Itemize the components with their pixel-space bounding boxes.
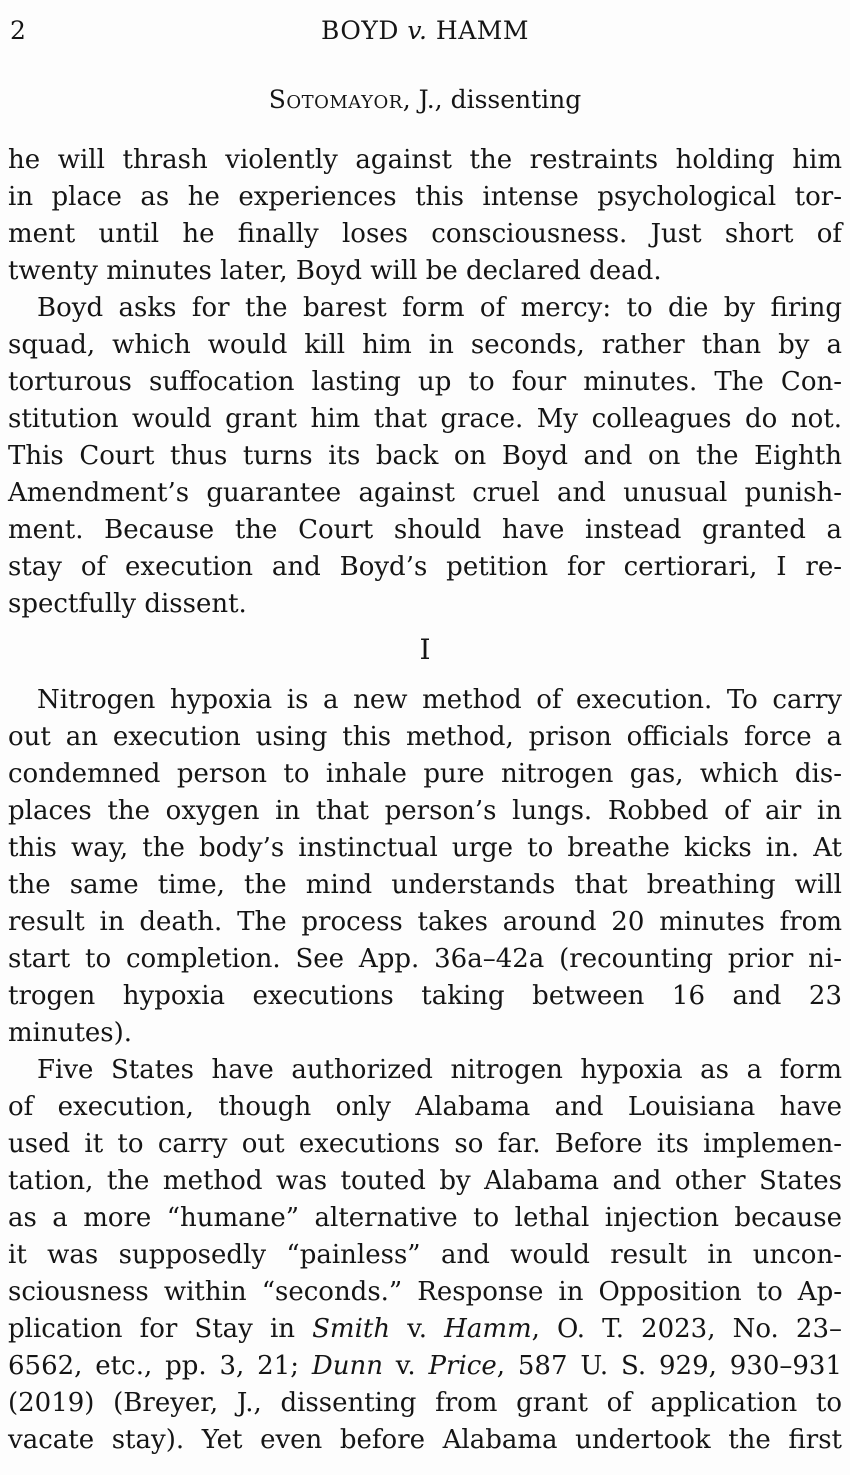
text-segment: torturous suffocation lasting up to four minutes. The Con- [8, 367, 842, 397]
body-line [8, 719, 842, 756]
body-line [8, 682, 842, 719]
text-segment: BOYD [321, 16, 408, 45]
running-head [8, 14, 842, 48]
text-segment: Five States have authorized nitrogen hypoxia as a form [37, 1055, 842, 1085]
text-segment: , J., dissenting [402, 85, 582, 114]
italic-segment: Dunn [311, 1351, 383, 1381]
body-line [8, 830, 842, 867]
text-segment: start to completion. See App. 36a–42a (recounting prior ni- [8, 944, 842, 974]
text-segment: 6562, etc., pp. 3, 21; [8, 1351, 312, 1381]
text-segment: result in death. The process takes around 20 minutes from [8, 907, 842, 937]
opinion-body [8, 142, 842, 1459]
text-segment: stitution would grant him that grace. My colleagues do not. [8, 404, 842, 434]
text-segment: minutes). [8, 1018, 133, 1048]
text-segment: ment. Because the Court should have instead granted a [8, 515, 842, 545]
paragraph [8, 290, 842, 623]
text-segment: out an execution using this method, prison officials force a [8, 722, 842, 752]
text-segment: in place as he experiences this intense psychological tor- [8, 182, 842, 212]
text-segment: of execution, though only Alabama and Louisiana have [8, 1092, 842, 1122]
body-line [8, 290, 842, 327]
body-line [8, 253, 842, 290]
text-segment: v. [390, 1314, 445, 1344]
text-segment: , 587 U. S. 929, 930–931 [496, 1351, 842, 1381]
body-line [8, 1237, 842, 1274]
body-line [8, 793, 842, 830]
body-line [8, 1422, 842, 1459]
body-line [8, 1274, 842, 1311]
text-segment: places the oxygen in that person’s lungs. Robbed of air in [8, 796, 842, 826]
text-segment: plication for Stay in [8, 1314, 313, 1344]
text-segment: Boyd asks for the barest form of mercy: to die by firing [37, 293, 842, 323]
body-line [8, 1052, 842, 1089]
text-segment: condemned person to inhale pure nitrogen gas, which dis- [8, 759, 842, 789]
text-segment: ment until he finally loses consciousness. Just short of [8, 219, 842, 249]
running-head-row [8, 14, 842, 48]
text-segment: Amendment’s guarantee against cruel and unusual punish- [8, 478, 842, 508]
body-line [8, 1163, 842, 1200]
body-line [8, 549, 842, 586]
text-segment: HAMM [427, 16, 529, 45]
byline [8, 84, 842, 116]
text-segment: v. [382, 1351, 429, 1381]
body-line [8, 1348, 842, 1385]
body-line [8, 1200, 842, 1237]
body-line [8, 475, 842, 512]
body-line [8, 327, 842, 364]
body-line [8, 1089, 842, 1126]
body-line [8, 1126, 842, 1163]
body-line [8, 1311, 842, 1348]
body-line [8, 438, 842, 475]
body-line [8, 512, 842, 549]
text-segment: tation, the method was touted by Alabama and other States [8, 1166, 842, 1196]
text-segment: this way, the body’s instinctual urge to breathe kicks in. At [8, 833, 842, 863]
text-segment: twenty minutes later, Boyd will be declared dead. [8, 256, 662, 286]
body-line [8, 904, 842, 941]
text-segment: stay of execution and Boyd’s petition for certiorari, I re- [8, 552, 842, 582]
text-segment: as a more “humane” alternative to lethal injection because [8, 1203, 842, 1233]
italic-segment: Hamm [444, 1314, 532, 1344]
body-line [8, 179, 842, 216]
body-line [8, 216, 842, 253]
body-line [8, 867, 842, 904]
text-segment: sciousness within “seconds.” Response in Opposition to Ap- [8, 1277, 842, 1307]
text-segment: it was supposedly “painless” and would result in uncon- [8, 1240, 842, 1270]
body-line [8, 586, 842, 623]
text-segment: This Court thus turns its back on Boyd and on the Eighth [8, 441, 842, 471]
body-line [8, 1015, 842, 1052]
italic-segment: v. [407, 16, 428, 45]
italic-segment: Smith [312, 1314, 391, 1344]
italic-segment: Price [428, 1351, 497, 1381]
text-segment: trogen hypoxia executions taking between 16 and 23 [8, 981, 842, 1011]
body-line [8, 978, 842, 1015]
smallcaps-segment: Sotomayor [268, 85, 403, 114]
body-line [8, 756, 842, 793]
section-heading: I [419, 633, 431, 666]
text-segment: squad, which would kill him in seconds, rather than by a [8, 330, 842, 360]
text-segment: vacate stay). Yet even before Alabama undertook the first [8, 1425, 842, 1455]
text-segment: (2019) (Breyer, J., dissenting from grant of application to [8, 1388, 842, 1418]
text-segment: the same time, the mind understands that breathing will [8, 870, 842, 900]
paragraph [8, 1052, 842, 1459]
text-segment: used it to carry out executions so far. Before its implemen- [8, 1129, 842, 1159]
body-line [8, 401, 842, 438]
body-line [8, 364, 842, 401]
paragraph [8, 682, 842, 1052]
text-segment: , O. T. 2023, No. 23– [531, 1314, 842, 1344]
text-segment: he will thrash violently against the restraints holding him [8, 145, 842, 175]
text-segment: spectfully dissent. [8, 589, 247, 619]
body-line [8, 1385, 842, 1422]
paragraph [8, 142, 842, 290]
page-number: 2 [10, 16, 26, 45]
body-line [8, 941, 842, 978]
body-line [8, 142, 842, 179]
text-segment: Nitrogen hypoxia is a new method of execution. To carry [37, 685, 842, 715]
